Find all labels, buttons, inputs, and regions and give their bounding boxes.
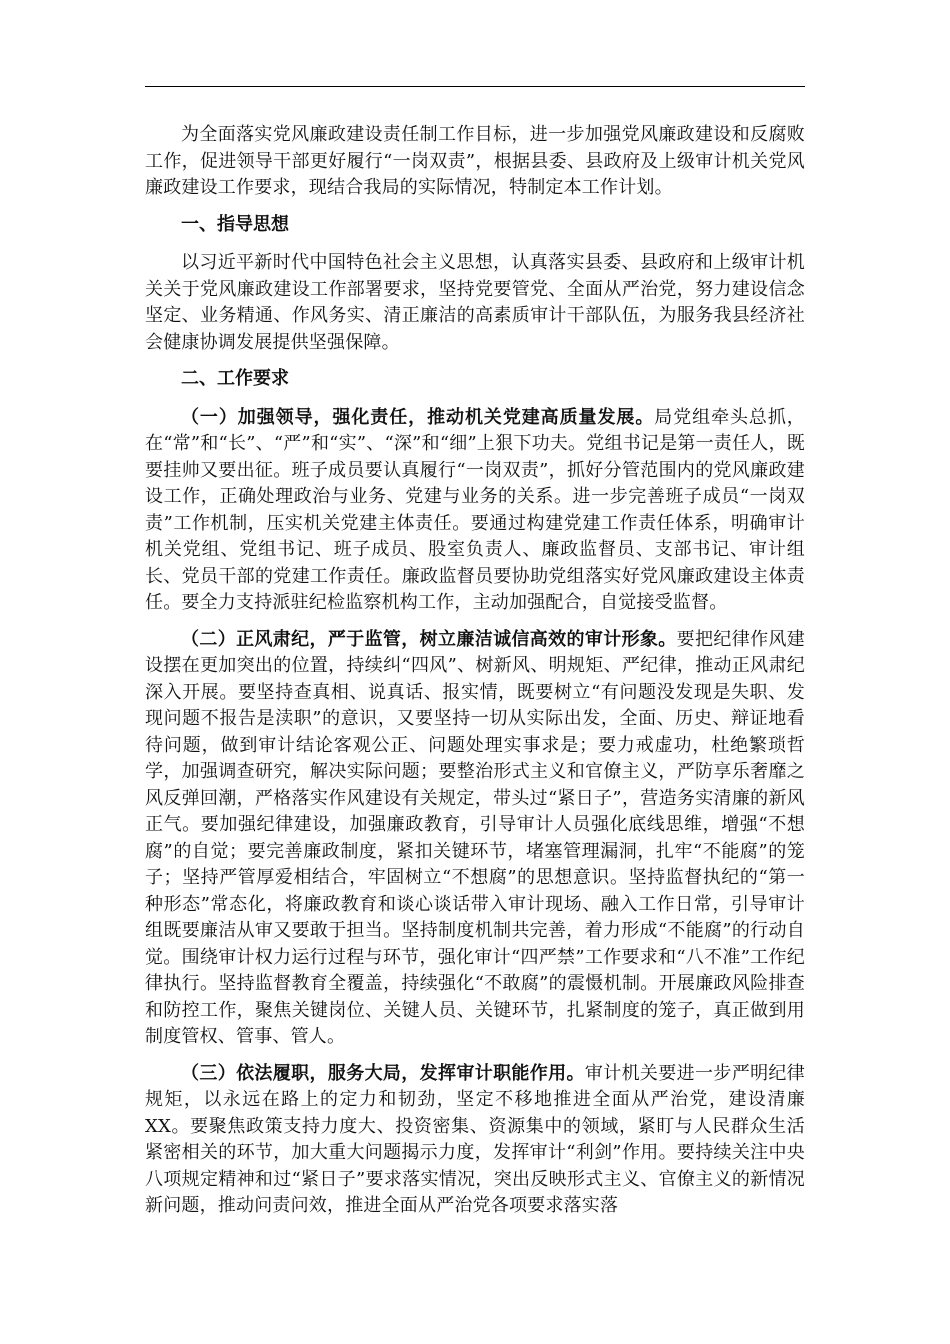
intro-paragraph: 为全面落实党风廉政建设责任制工作目标，进一步加强党风廉政建设和反腐败工作，促进领导干部更好履行“一岗双责”，根据县委、县政府及上级审计机关党风廉政建设工作要求，现结合我局的实际情况，特制定本工作计划。 [145, 124, 805, 198]
requirement-lead-2: （二）正风肃纪，严于监管，树立廉洁诚信高效的审计形象。 [181, 628, 677, 650]
requirement-lead-3: （三）依法履职，服务大局，发挥审计职能作用。 [181, 1062, 585, 1084]
requirement-body-1: 局党组牵头总抓，在“常”和“长”、“严”和“实”、“深”和“细”上狠下功夫。党组书记是第一责任人，既要挂帅又要出征。班子成员要认真履行“一岗双责”，抓好分管范围内的党风廉政建设工作，正确处理政治与业务、党建与业务的关系。进一步完善班子成员“一岗双责”工作机制，压实机关党建主体责任。要通过构建党建工作责任体系，明确审计机关党组、党组书记、班子成员、股室负责人、廉政监督员、支部书记、审计组长、党员干部的党建工作责任。廉政监督员要协助党组落实好党风廉政建设主体责任。要全力支持派驻纪检监察机构工作，主动加强配合，自觉接受监督。 [145, 406, 805, 613]
section-heading-work-requirements: 二、工作要求 [181, 368, 289, 389]
guiding-ideology-paragraph: 以习近平新时代中国特色社会主义思想，认真落实县委、县政府和上级审计机关关于党风廉政建设工作部署要求，坚持党要管党、全面从严治党，努力建设信念坚定、业务精通、作风务实、清正廉洁的高素质审计干部队伍，为服务我县经济社会健康协调发展提供坚强保障。 [145, 252, 805, 353]
section-heading-guiding-ideology: 一、指导思想 [181, 213, 289, 235]
requirement-lead-1: （一）加强领导，强化责任，推动机关党建高质量发展。 [181, 406, 655, 428]
requirement-paragraph-3 [145, 1061, 805, 1220]
requirement-paragraph-2 [145, 627, 805, 1051]
document-body [145, 122, 805, 1230]
requirement-paragraph-1 [145, 405, 805, 617]
requirement-body-2: 要把纪律作风建设摆在更加突出的位置，持续纠“四风”、树新风、明规矩、严纪律，推动正风肃纪深入开展。要坚持查真相、说真话、报实情，既要树立“有问题没发现是失职、发现问题不报告是渎职”的意识，又要坚持一切从实际出发，全面、历史、辩证地看待问题，做到审计结论客观公正、问题处理实事求是；要力戒虚功，杜绝繁琐哲学，加强调查研究，解决实际问题；要整治形式主义和官僚主义，严防享乐奢靡之风反弹回潮，严格落实作风建设有关规定，带头过“紧日子”，营造务实清廉的新风正气。要加强纪律建设，加强廉政教育，引导审计人员强化底线思维，增强“不想腐”的自觉；要完善廉政制度，紧扣关键环节，堵塞管理漏洞，扎牢“不能腐”的笼子；坚持严管厚爱相结合，牢固树立“不想腐”的思想意识。坚持监督执纪的“第一种形态”常态化，将廉政教育和谈心谈话带入审计现场、融入工作日常，引导审计组既要廉洁从审又要敢于担当。坚持制度机制共完善，着力形成“不能腐”的行动自觉。围绕审计权力运行过程与环节，强化审计“四严禁”工作要求和“八不准”工作纪律执行。坚持监督教育全覆盖，持续强化“不敢腐”的震慑机制。开展廉政风险排查和防控工作，聚焦关键岗位、关键人员、关键环节，扎紧制度的笼子，真正做到用制度管权、管事、管人。 [145, 628, 805, 1047]
header-rule [145, 86, 805, 87]
requirement-body-3: 审计机关要进一步严明纪律规矩，以永远在路上的定力和韧劲，坚定不移地推进全面从严治党，建设清廉XX。要聚焦政策支持力度大、投资密集、资源集中的领域，紧盯与人民群众生活紧密相关的环节，加大重大问题揭示力度，发挥审计“利剑”作用。要持续关注中央八项规定精神和过“紧日子”要求落实情况，突出反映形式主义、官僚主义的新情况新问题，推动问责问效，推进全面从严治党各项要求落实落 [145, 1062, 805, 1216]
